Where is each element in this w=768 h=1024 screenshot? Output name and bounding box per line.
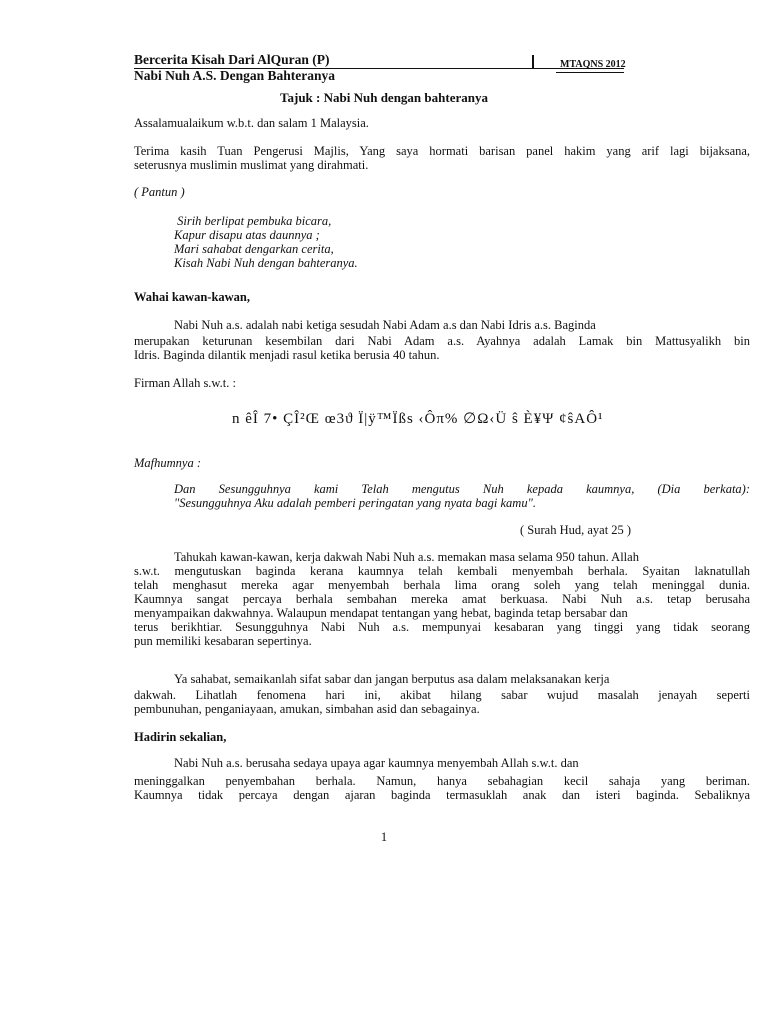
paragraph-2-line: Kaumnya sangat percaya berhala sembahan mereka amat berkuasa. Nabi Nuh a.s. tetap berusaha <box>134 592 750 606</box>
paragraph-2 <box>134 550 750 648</box>
verse-translation-line: "Sesungguhnya Aku adalah pemberi peringatan yang nyata bagi kamu". <box>174 496 536 510</box>
thanks-paragraph <box>134 144 750 172</box>
paragraph-2-line: terus berikhtiar. Sesungguhnya Nabi Nuh a.s. mempunyai kesabaran yang tinggi yang tidak seorang <box>134 620 750 634</box>
pantun-line: Kapur disapu atas daunnya ; <box>174 228 320 242</box>
pantun-line: Sirih berlipat pembuka bicara, <box>174 214 332 228</box>
paragraph-1-line: Idris. Baginda dilantik menjadi rasul ketika berusia 40 tahun. <box>134 348 440 362</box>
header-tag-underline <box>556 72 624 73</box>
pantun-verse <box>174 214 358 270</box>
header-title-line1: Bercerita Kisah Dari AlQuran (P) <box>134 52 330 67</box>
arabic-verse: n êÎ 7• ÇÎ²Œ œ3ϑ Ï|ÿ™Ïßs ‹Ôπ% ∅Ω‹Ü ŝ È¥Ψ ¢ŝΑÔ¹ <box>232 411 604 427</box>
paragraph-2-line: s.w.t. mengutuskan baginda kerana kaumnya telah kembali menyembah berhala. Syaitan laknatullah <box>134 564 750 578</box>
pantun-line: Mari sahabat dengarkan cerita, <box>174 242 334 256</box>
surah-reference: ( Surah Hud, ayat 25 ) <box>520 523 632 537</box>
paragraph-4 <box>134 756 750 802</box>
greeting: Assalamualaikum w.b.t. dan salam 1 Malaysia. <box>134 116 369 130</box>
heading-hadirin: Hadirin sekalian, <box>134 730 227 744</box>
paragraph-3 <box>134 672 750 716</box>
thanks-line-1: Terima kasih Tuan Pengerusi Majlis, Yang saya hormati barisan panel hakim yang arif lagi bijaksana, <box>134 144 751 158</box>
header-rule <box>134 68 624 69</box>
thanks-line-2: seterusnya muslimin muslimat yang dirahmati. <box>134 158 369 172</box>
firman-label: Firman Allah s.w.t. : <box>134 376 236 390</box>
pantun-line: Kisah Nabi Nuh dengan bahteranya. <box>174 256 358 270</box>
paragraph-4-line: meninggalkan penyembahan berhala. Namun, hanya sebahagian kecil sahaja yang beriman. <box>134 774 750 788</box>
header-divider <box>532 55 534 69</box>
header-title-line2: Nabi Nuh A.S. Dengan Bahteranya <box>134 68 336 83</box>
document-title: Tajuk : Nabi Nuh dengan bahteranya <box>280 90 488 105</box>
verse-translation-line: Dan Sesungguhnya kami Telah mengutus Nuh kepada kaumnya, (Dia berkata): <box>174 482 750 496</box>
paragraph-2-line: menyampaikan dakwahnya. Walaupun mendapat tentangan yang hebat, baginda tetap bersabar dan <box>134 606 628 620</box>
paragraph-2-line: telah menghasut mereka agar menyembah berhala lima orang soleh yang telah meninggal dunia. <box>134 578 750 592</box>
paragraph-2-line: Tahukah kawan-kawan, kerja dakwah Nabi Nuh a.s. memakan masa selama 950 tahun. Allah <box>174 550 639 564</box>
mafhumnya-label: Mafhumnya : <box>134 456 201 470</box>
page-number: 1 <box>380 830 388 844</box>
header-tag: MTAQNS 2012 <box>560 59 626 70</box>
paragraph-2-line: pun memiliki kesabaran sepertinya. <box>134 634 312 648</box>
paragraph-3-line: dakwah. Lihatlah fenomena hari ini, akibat hilang sabar wujud masalah jenayah seperti <box>134 688 750 702</box>
pantun-label: ( Pantun ) <box>134 185 185 199</box>
paragraph-1-line: merupakan keturunan kesembilan dari Nabi Adam a.s. Ayahnya adalah Lamak bin Mattusyalikh bin <box>134 334 750 348</box>
paragraph-3-line: pembunuhan, penganiayaan, amukan, simbahan asid dan sebagainya. <box>134 702 480 716</box>
verse-translation <box>174 482 750 510</box>
paragraph-1-line: Nabi Nuh a.s. adalah nabi ketiga sesudah Nabi Adam a.s dan Nabi Idris a.s. Baginda <box>174 318 596 332</box>
paragraph-3-line: Ya sahabat, semaikanlah sifat sabar dan jangan berputus asa dalam melaksanakan kerja <box>174 672 610 686</box>
paragraph-4-line: Kaumnya tidak percaya dengan ajaran baginda termasuklah anak dan isteri baginda. Sebaliknya <box>134 788 750 802</box>
heading-wahai-kawan: Wahai kawan-kawan, <box>134 290 251 304</box>
paragraph-4-line: Nabi Nuh a.s. berusaha sedaya upaya agar kaumnya menyembah Allah s.w.t. dan <box>174 756 579 770</box>
paragraph-1 <box>134 318 750 362</box>
